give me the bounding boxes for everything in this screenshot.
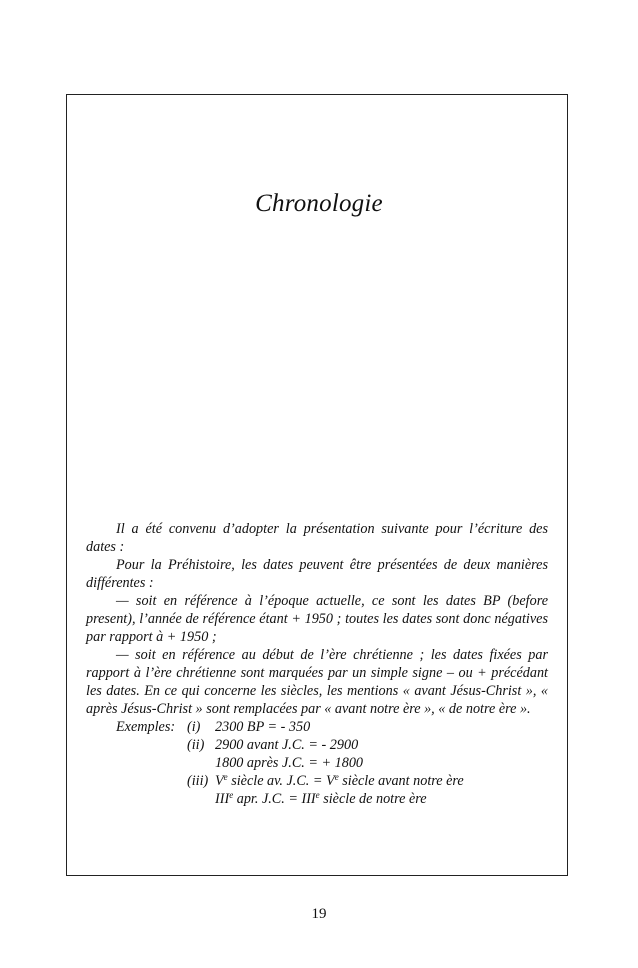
example-ii-line-2: 1800 après J.C. = + 1800: [215, 755, 364, 771]
option-era-paragraph: — soit en référence au début de l’ère chrétienne ; les dates fixées par rapport à l’ère chrétienne sont marquées par un simple signe – ou + précédant les dates. En ce qui concerne les siècles, les mentions « avant Jésus-Christ », « après Jésus-Christ » sont remplacées par « avant notre ère », « de notre ère ».: [86, 647, 548, 717]
example-ii-line-1: 2900 avant J.C. = - 2900: [215, 737, 359, 753]
examples-label: Exemples:: [116, 719, 176, 735]
example-iii-line-1: Ve siècle av. J.C. = $V^e$ siècle avant notre ère: [215, 772, 464, 789]
example-iii-line-2: IIIe apr. J.C. = $III^e$ siècle de notre ère: [215, 790, 427, 807]
page-title: Chronologie: [255, 190, 383, 217]
chronology-text: [86, 520, 548, 808]
example-i-line: 2300 BP = - 350: [215, 719, 311, 735]
example-marker-i: (i): [187, 719, 201, 735]
example-marker-iii: (iii): [187, 773, 209, 789]
page-number: 19: [311, 906, 327, 922]
example-marker-ii: (ii): [187, 737, 205, 753]
examples-block: [86, 718, 548, 808]
intro-paragraph: Il a été convenu d’adopter la présentation suivante pour l’écriture des dates :: [86, 521, 548, 555]
prehistory-paragraph: Pour la Préhistoire, les dates peuvent être présentées de deux manières différentes :: [86, 557, 548, 591]
option-bp-paragraph: — soit en référence à l’époque actuelle, ce sont les dates BP (before present), l’année de référence étant + 1950 ; toutes les dates sont donc négatives par rapport à + 1950 ;: [86, 593, 548, 645]
